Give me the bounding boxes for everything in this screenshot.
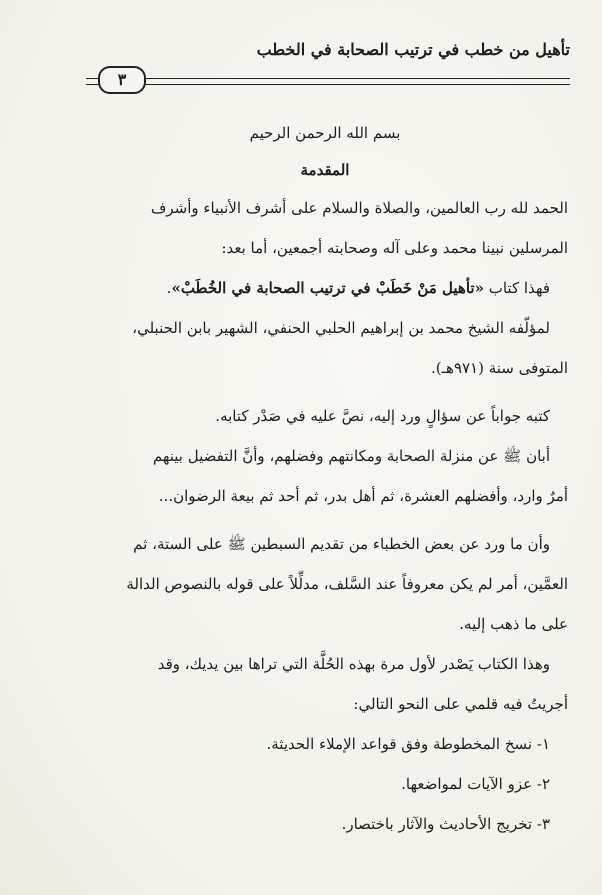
- text-line: على ما ذهب إليه.: [459, 615, 568, 633]
- basmala: بسم الله الرحمن الرحيم: [249, 124, 401, 142]
- text-fragment: فهذا كتاب: [488, 279, 550, 297]
- text-line: وهذا الكتاب يَصْدر لأول مرة بهذه الحُلَّة التي تراها بين يديك، وقد: [157, 655, 550, 673]
- running-header: تأهيل من خطب في ترتيب الصحابة في الخطب: [256, 40, 570, 59]
- paragraph-3: [82, 308, 568, 388]
- paragraph-4: كتبه جواباً عن سؤالٍ ورد إليه، نصَّ عليه في صَدْر كتابه.: [215, 407, 550, 425]
- paragraph-1: [82, 188, 568, 268]
- text-line: المرسلين نبينا محمد وعلى آله وصحابته أجمعين، أما بعد:: [221, 239, 568, 257]
- text-line: أبان ﷺ عن منزلة الصحابة ومكانتهم وفضلهم، وأنَّ التفضيل بينهم: [152, 447, 550, 465]
- list-item: ١- نسخ المخطوطة وفق قواعد الإملاء الحديثة.: [266, 735, 550, 753]
- text-fragment: .: [166, 279, 172, 297]
- book-title: «تأهيل مَنْ خَطَبْ في ترتيب الصحابة في الخُطَبْ»: [171, 279, 484, 297]
- paragraph-2: [82, 268, 568, 308]
- paragraph-5: [82, 436, 568, 516]
- list-item: ٣- تخريج الأحاديث والآثار باختصار.: [341, 815, 550, 833]
- text-line: المتوفى سنة (٩٧١هـ).: [431, 359, 568, 377]
- text-line: أمرٌ وارد، وأفضلهم العشرة، ثم أهل بدر، ثم أحد ثم بيعة الرضوان...: [158, 487, 568, 505]
- text-line: لمؤلّفه الشيخ محمد بن إبراهيم الحلبي الحنفي، الشهير بابن الحنبلي،: [132, 319, 550, 337]
- section-title: المقدمة: [300, 161, 350, 179]
- header-rule: [86, 78, 570, 85]
- paragraph-6: [82, 524, 568, 644]
- text-line: وأن ما ورد عن بعض الخطباء من تقديم السبطين ﷺ على الستة، ثم: [133, 535, 550, 553]
- list-item: ٢- عزو الآيات لمواضعها.: [401, 775, 550, 793]
- page-number: ٣: [98, 66, 146, 94]
- text-line: أجريتُ فيه قلمي على النحو التالي:: [353, 695, 568, 713]
- paragraph-7: [82, 644, 568, 724]
- text-line: الحمد لله رب العالمين، والصلاة والسلام على أشرف الأنبياء وأشرف: [150, 199, 568, 217]
- page-body: [82, 114, 568, 844]
- text-line: العمَّين، أمر لم يكن معروفاً عند السَّلف، مدلِّلاً على قوله بالنصوص الدالة: [126, 575, 568, 593]
